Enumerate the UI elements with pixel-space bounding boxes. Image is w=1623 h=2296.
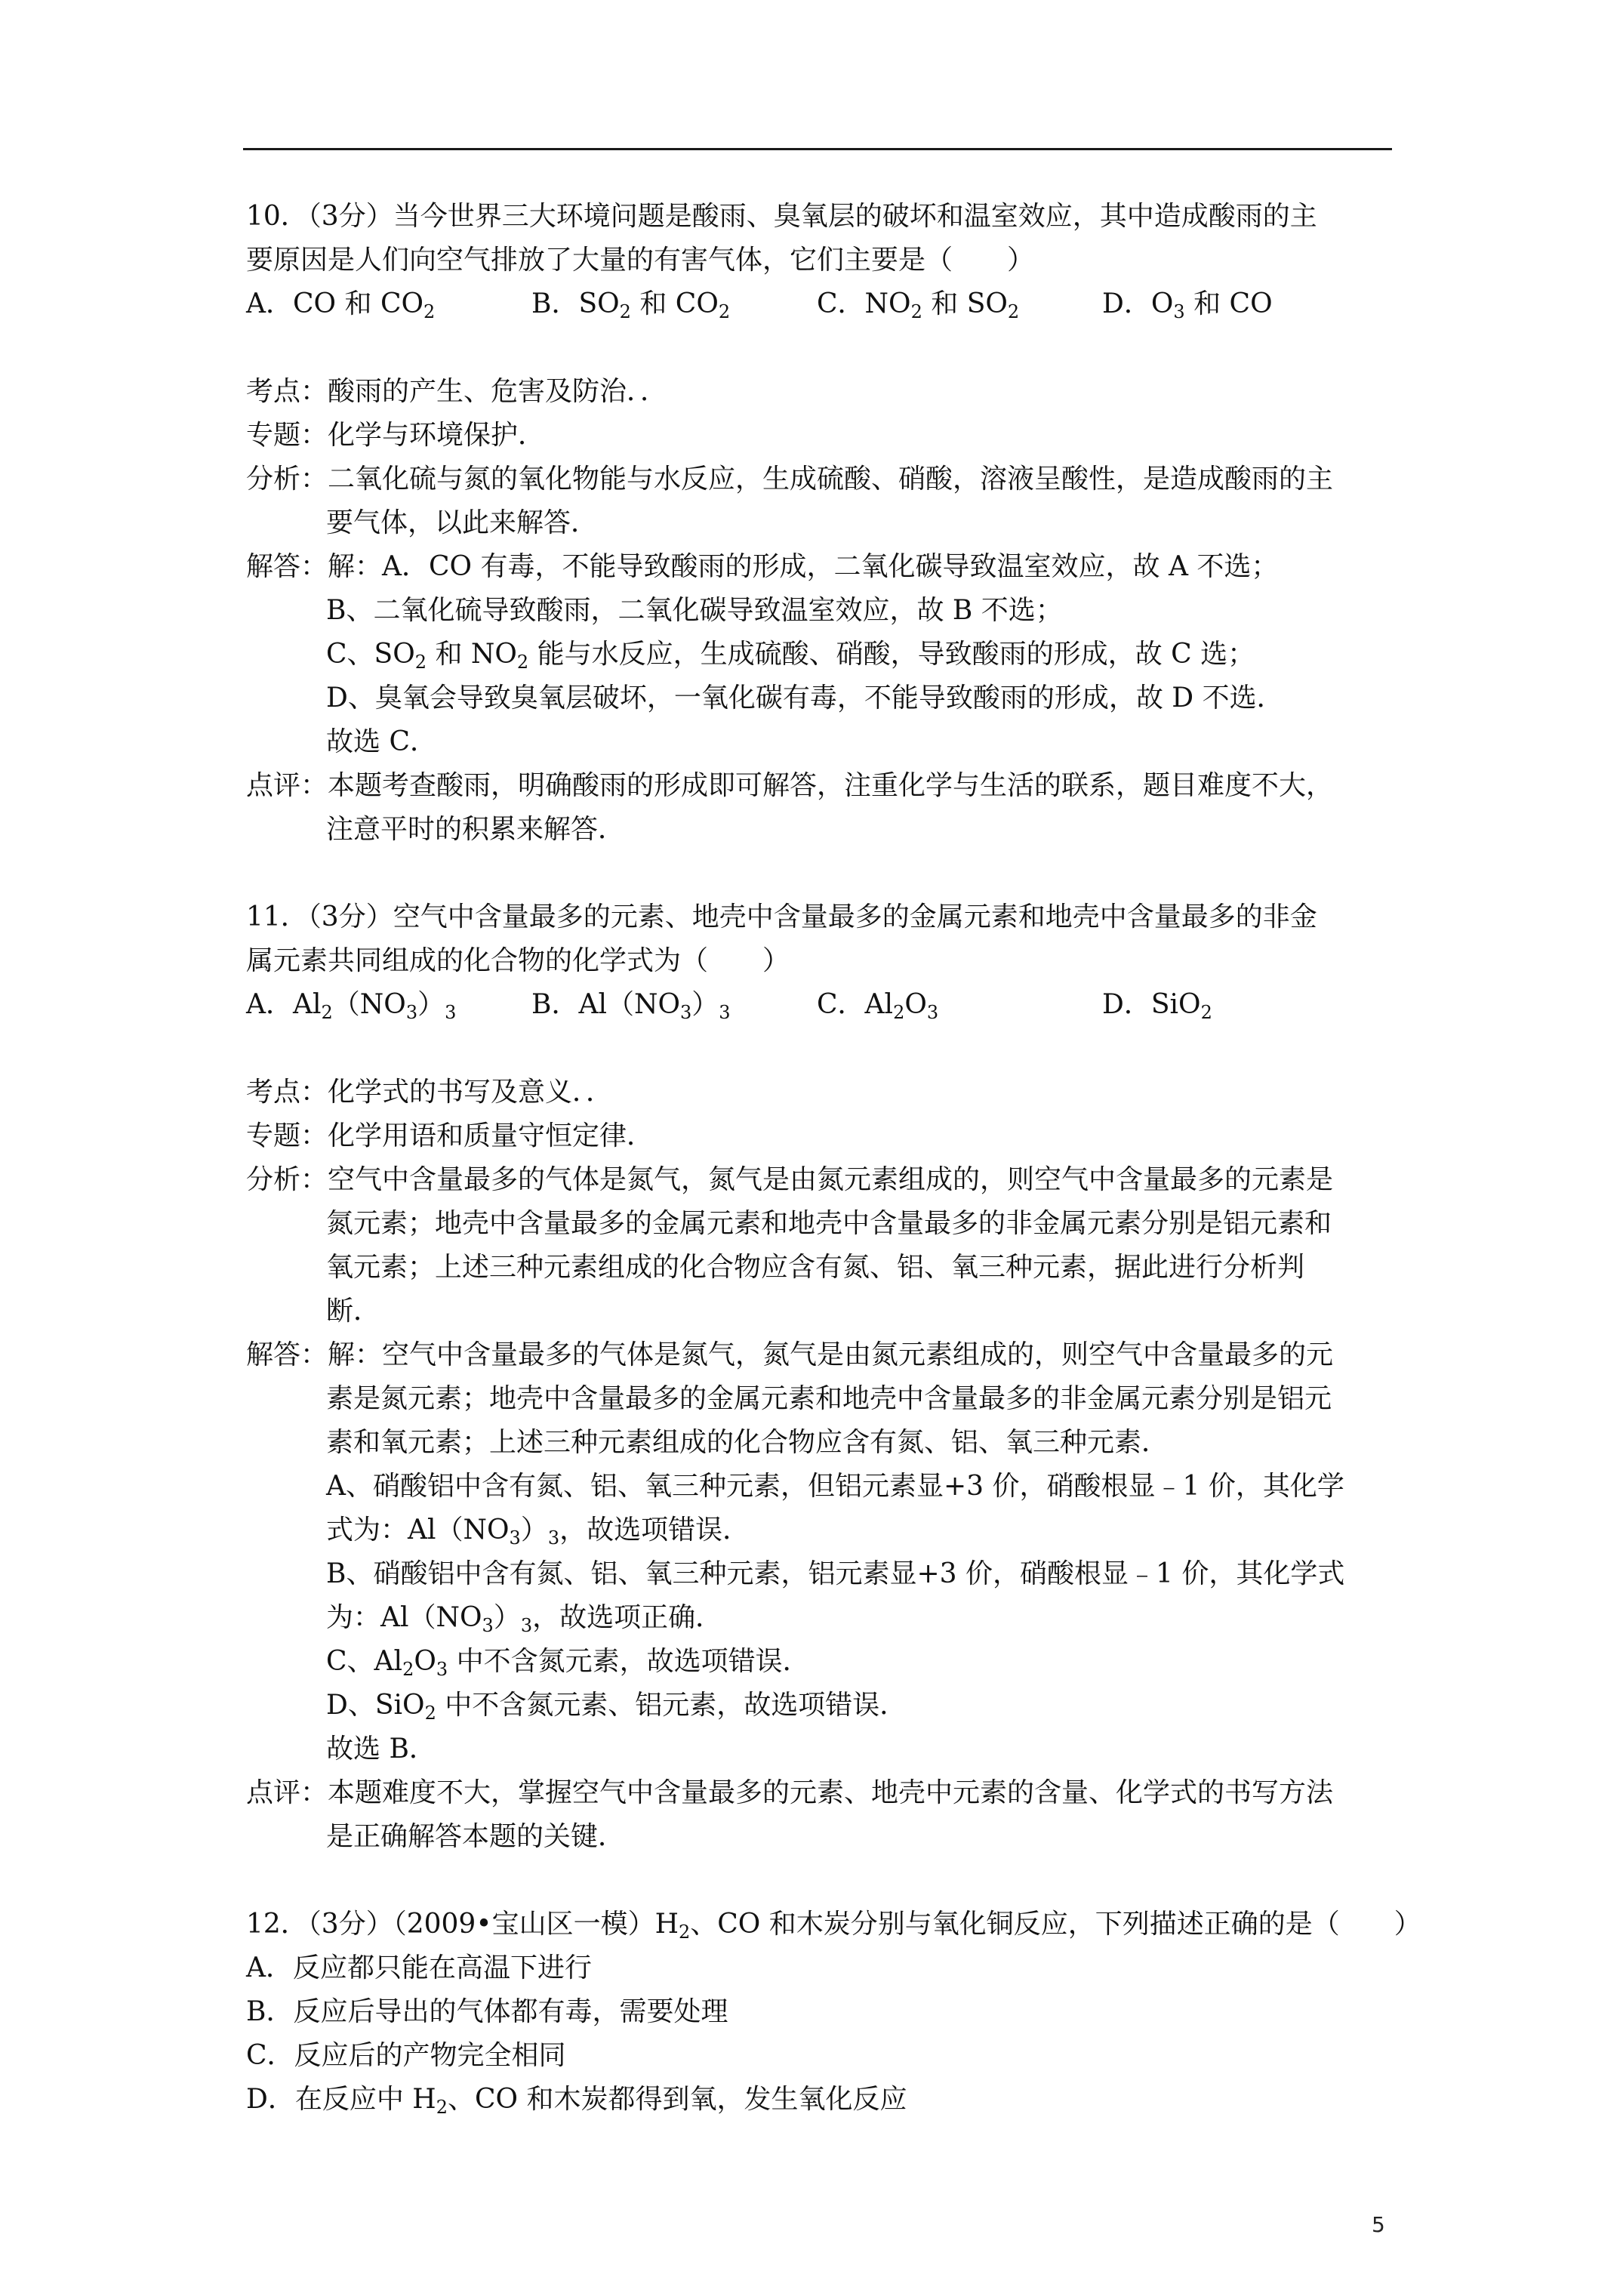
- q11-jieda-9: D、SiO$_2$ 中不含氮元素、铝元素，故选项错误．: [326, 1690, 907, 1724]
- q10-option-d: D．$O_3$ 和 CO: [1102, 288, 1273, 322]
- document-body: [246, 195, 1421, 2122]
- q11-jieda-1: 解答：解：空气中含量最多的气体是氮气，氮气是由氮元素组成的，则空气中含量最多的元: [246, 1339, 1334, 1370]
- q10-option-b: B．$SO_2$ 和 $CO_2$: [531, 288, 731, 322]
- q11-stem-line-2: 属元素共同组成的化合物的化学式为（ ）: [246, 945, 790, 976]
- q10-options: [246, 282, 1394, 326]
- q11-jieda-5: 式为：$Al(NO_3)_3$，故选项错误．: [326, 1515, 750, 1549]
- q11-jieda-4: A、硝酸铝中含有氮、铝、氧三种元素，但铝元素显+3 价，硝酸根显﹣1 价，其化学: [326, 1471, 1344, 1502]
- page-number: 5: [1372, 2212, 1385, 2237]
- q11-fenxi-2: 氮元素；地壳中含量最多的金属元素和地壳中含量最多的非金属元素分别是铝元素和: [326, 1208, 1332, 1239]
- q10-dianping-2: 注意平时的积累来解答．: [326, 814, 626, 845]
- q11-fenxi-3: 氧元素；上述三种元素组成的化合物应含有氮、铝、氧三种元素，据此进行分析判: [326, 1252, 1305, 1283]
- q10-answer: 故选 C．: [326, 726, 437, 757]
- q12-option-c: C．反应后的产物完全相同: [246, 2040, 566, 2071]
- q10-jieda-3: C、$SO_2$ 和 $NO_2$ 能与水反应，生成硫酸、硝酸，导致酸雨的形成，故 C 选；: [326, 639, 1255, 673]
- q11-jieda-3: 素和氧元素；上述三种元素组成的化合物应含有氮、铝、氧三种元素．: [326, 1427, 1169, 1458]
- q10-option-a: A．CO 和 $CO_2$: [246, 288, 436, 322]
- q10-stem-line-2: 要原因是人们向空气排放了大量的有害气体，它们主要是（ ）: [246, 245, 1035, 276]
- q11-jieda-8: C、$Al_2O_3$ 中不含氮元素，故选项错误．: [326, 1646, 810, 1680]
- q11-fenxi-4: 断．: [326, 1296, 381, 1327]
- q11-jieda-7: 为：$Al(NO_3)_3$，故选项正确．: [326, 1602, 723, 1636]
- q10-jieda-2: B、二氧化硫导致酸雨，二氧化碳导致温室效应，故 B 不选；: [326, 595, 1063, 626]
- q10-kaodian: 考点：酸雨的产生、危害及防治．．: [246, 376, 668, 407]
- q11-option-a: A．$Al_2(NO_3)_3$: [246, 989, 457, 1023]
- q11-dianping-2: 是正确解答本题的关键．: [326, 1821, 626, 1852]
- q10-fenxi-1: 分析：二氧化硫与氮的氧化物能与水反应，生成硫酸、硝酸，溶液呈酸性，是造成酸雨的主: [246, 464, 1334, 495]
- q10-stem-line-1: 10．（3分）当今世界三大环境问题是酸雨、臭氧层的破坏和温室效应，其中造成酸雨的主: [246, 201, 1317, 232]
- q10-jieda-1: 解答：解：A．CO 有毒，不能导致酸雨的形成，二氧化碳导致温室效应，故 A 不选；: [246, 551, 1279, 582]
- q10-dianping-1: 点评：本题考查酸雨，明确酸雨的形成即可解答，注重化学与生活的联系，题目难度不大，: [246, 770, 1334, 801]
- q12-option-a: A．反应都只能在高温下进行: [246, 1952, 592, 1983]
- q11-dianping-1: 点评：本题难度不大，掌握空气中含量最多的元素、地壳中元素的含量、化学式的书写方法: [246, 1777, 1334, 1808]
- q11-stem-line-1: 11．（3分）空气中含量最多的元素、地壳中含量最多的金属元素和地壳中含量最多的非金: [246, 901, 1317, 932]
- q12-option-d: D．在反应中 $H_2$、CO 和木炭都得到氧，发生氧化反应: [246, 2084, 907, 2118]
- q10-fenxi-2: 要气体，以此来解答．: [326, 507, 599, 538]
- q11-jieda-2: 素是氮元素；地壳中含量最多的金属元素和地壳中含量最多的非金属元素分别是铝元: [326, 1383, 1332, 1414]
- q10-zhuanti: 专题：化学与环境保护．: [246, 420, 546, 451]
- q11-answer: 故选 B．: [326, 1734, 436, 1764]
- q11-fenxi-1: 分析：空气中含量最多的气体是氮气，氮气是由氮元素组成的，则空气中含量最多的元素是: [246, 1164, 1334, 1195]
- q11-options: [246, 983, 1394, 1027]
- q10-jieda-4: D、臭氧会导致臭氧层破坏，一氧化碳有毒，不能导致酸雨的形成，故 D 不选．: [326, 683, 1284, 713]
- header-rule: [243, 148, 1392, 150]
- q11-kaodian: 考点：化学式的书写及意义．．: [246, 1077, 614, 1108]
- q11-zhuanti: 专题：化学用语和质量守恒定律．: [246, 1120, 654, 1151]
- q11-option-b: B．$Al(NO_3)_3$: [531, 989, 731, 1023]
- q10-option-c: C．$NO_2$ 和 $SO_2$: [817, 288, 1020, 322]
- q11-option-c: C．$Al_2O_3$: [817, 989, 939, 1023]
- q12-option-b: B．反应后导出的气体都有毒，需要处理: [246, 1996, 728, 2027]
- q12-stem: 12．（3分）（2009•宝山区一模）$H_2$、CO 和木炭分别与氧化铜反应，下列描述正确的是（ ）: [246, 1909, 1421, 1943]
- q11-option-d: D．SiO$_2$: [1102, 989, 1212, 1023]
- q11-jieda-6: B、硝酸铝中含有氮、铝、氧三种元素，铝元素显+3 价，硝酸根显﹣1 价，其化学式: [326, 1558, 1345, 1589]
